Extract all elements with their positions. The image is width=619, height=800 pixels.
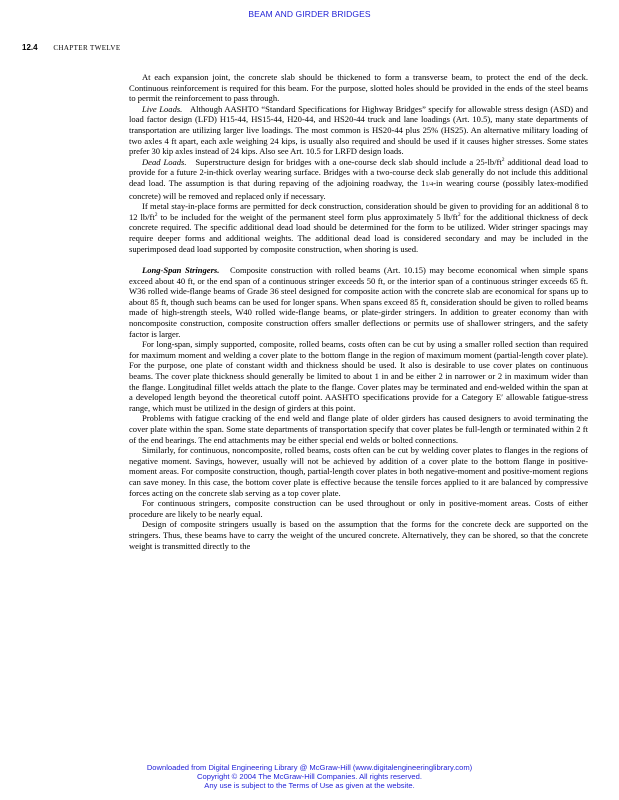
superscript-2: 2 [457, 211, 461, 218]
paragraph-continuous-stringers: For continuous stringers, composite construction can be used throughout or only in positive-moment areas. Costs of either procedure are likely to be nearly equal. [129, 498, 588, 519]
page-number: 12.4 [22, 43, 38, 52]
dead-loads-text-c: -in wearing course (possibly latex-modified concrete) will be removed and replaced only if necessary. [129, 177, 589, 201]
paragraph-fatigue-cracking: Problems with fatigue cracking of the end weld and flange plate of older girders has caused designers to avoid terminating the cover plate within the span. Some state departments of transportation specify that cover plates be full-length or terminated within 2 ft of the end bearings. The end attachments may be either special end welds or bolted connections. [129, 413, 588, 445]
live-loads-text: Although AASHTO “Standard Specifications for Highway Bridges” specify for allowable stress design (ASD) and load factor design (LFD) H15-44, HS15-44, H20-44, and HS20-44 truck and lane loadings (Art. 10.5), many state departments of transportation are utilizing larger live loadings. The most common is HS20-44 plus 25% (HS25). An alternative military loading of two axles 4 ft apart, each axle weighing 24 kips, is usually also required and should be used if it causes higher stresses. Some states prefer 30 kip axles instead of 24 kips. Also see Art. 10.5 for LRFD design loads. [129, 103, 589, 157]
dead-loads-text-b: additional dead load to provide for a future 2-in-thick overlay wearing surface. Bridges with a two-course deck slab generally do not include this additional dead load. The assumption is that during repaving of the adjoining roadway, the 1 [129, 156, 588, 188]
dead-loads-text-a: Superstructure design for bridges with a one-course deck slab should include a 25-lb/ft [195, 156, 502, 167]
forms-text-c: for the additional thickness of deck concrete required. The specific additional dead load should be determined for the form to be utilized. Wider stringer spacings may require deeper forms and additional weights. The additional dead load is considered secondary and may be included in the superimposed dead load supported by composite construction, when shoring is used. [129, 211, 588, 254]
paragraph-live-loads [129, 104, 588, 157]
footer-copyright-line: Copyright © 2004 The McGraw-Hill Companies. All rights reserved. [197, 772, 422, 782]
chapter-label: CHAPTER TWELVE [53, 44, 121, 52]
forms-text-b: to be included for the weight of the permanent steel form plus approximately 5 lb/ft [157, 211, 458, 222]
runin-dead-loads: Dead Loads. [142, 156, 187, 167]
paragraph-negative-moment: Similarly, for continuous, noncomposite, rolled beams, costs often can be cut by welding cover plates to flanges in the regions of negative moment. Savings, however, usually will not be achieved by addition of a cover plate to the bottom flange in positive-moment areas. For composite construction, though, partial-length cover plates in both negative-moment and positive-moment regions can save money. In this case, the bottom cover plate is effective because the tensile forces applied to it are balanced by compressive forces acting on the concrete slab serving as a top cover plate. [129, 445, 588, 498]
paragraph-long-span-stringers [129, 265, 588, 339]
paragraph-expansion-joint: At each expansion joint, the concrete slab should be thickened to form a transverse beam, to protect the end of the deck. Continuous reinforcement is required for this beam. For the purpose, slotted holes should be provided in the ends of the steel beams to permit the reinforcement to pass through. [129, 72, 588, 104]
paragraph-dead-loads [129, 157, 588, 201]
forms-text-a: If metal stay-in-place forms are permitted for deck construction, consideration should be given to providing for an additional 8 to 12 lb/ft [129, 201, 588, 222]
long-span-text: Composite construction with rolled beams (Art. 10.15) may become economical when simple spans exceed about 40 ft, or the end span of a continuous stringer exceeds 50 ft, or the interior span of a continuous stringer exceeds 65 ft. W36 rolled wide-flange beams of Grade 36 steel designed for composite action with the concrete slab are economical for spans up to about 85 ft, though such beams can be used for longer spans. When spans exceed 85 ft, consideration should be given to rolled beams made of high-strength steels, W40 rolled wide-flange beams, or plate-girder stringers. In addition to greater economy than with noncomposite construction, composite construction offers smaller deflections or permits use of shallower stringers, and the safety factor is larger. [129, 265, 588, 339]
runin-long-span-stringers: Long-Span Stringers. [142, 265, 220, 276]
superscript-2: 2 [154, 211, 158, 218]
paragraph-cover-plates: For long-span, simply supported, composite, rolled beams, costs often can be cut by using a smaller rolled section than required for maximum moment and welding a cover plate to the bottom flange in the region of maximum moment (partial-length cover plate). For the purpose, one plate of constant width and thickness should be used. It also is desirable to use cover plates on continuous beams. The cover plate thickness should generally be limited to about 1 in and be either 2 in narrower or 2 in maximum wider than the flange. Longitudinal fillet welds attach the plate to the flange. Cover plates may be terminated and end-welded within the span at a developed length beyond the theoretical cutoff point. AASHTO specifications provide for a Category E′ allowable fatigue-stress range, which must be utilized in the design of girders at this point. [129, 339, 588, 413]
footer-terms-line: Any use is subject to the Terms of Use as given at the website. [204, 781, 415, 791]
body-text [129, 72, 588, 551]
download-footer [0, 763, 619, 791]
runin-live-loads: Live Loads. [142, 103, 183, 114]
paragraph-composite-design: Design of composite stringers usually is based on the assumption that the forms for the concrete deck are supported on the stringers. Thus, these beams have to carry the weight of the uncured concrete. Alternatively, they can be shored, so that the concrete weight is transmitted directly to the [129, 519, 588, 551]
running-banner: BEAM AND GIRDER BRIDGES [248, 9, 371, 19]
footer-download-line: Downloaded from Digital Engineering Library @ McGraw-Hill (www.digitalengineeringlibrary.com) [146, 763, 473, 772]
paragraph-stay-in-place-forms [129, 201, 588, 254]
running-head [22, 43, 121, 52]
fraction-one-quarter: 1/4 [425, 181, 434, 188]
superscript-2: 2 [501, 156, 505, 163]
